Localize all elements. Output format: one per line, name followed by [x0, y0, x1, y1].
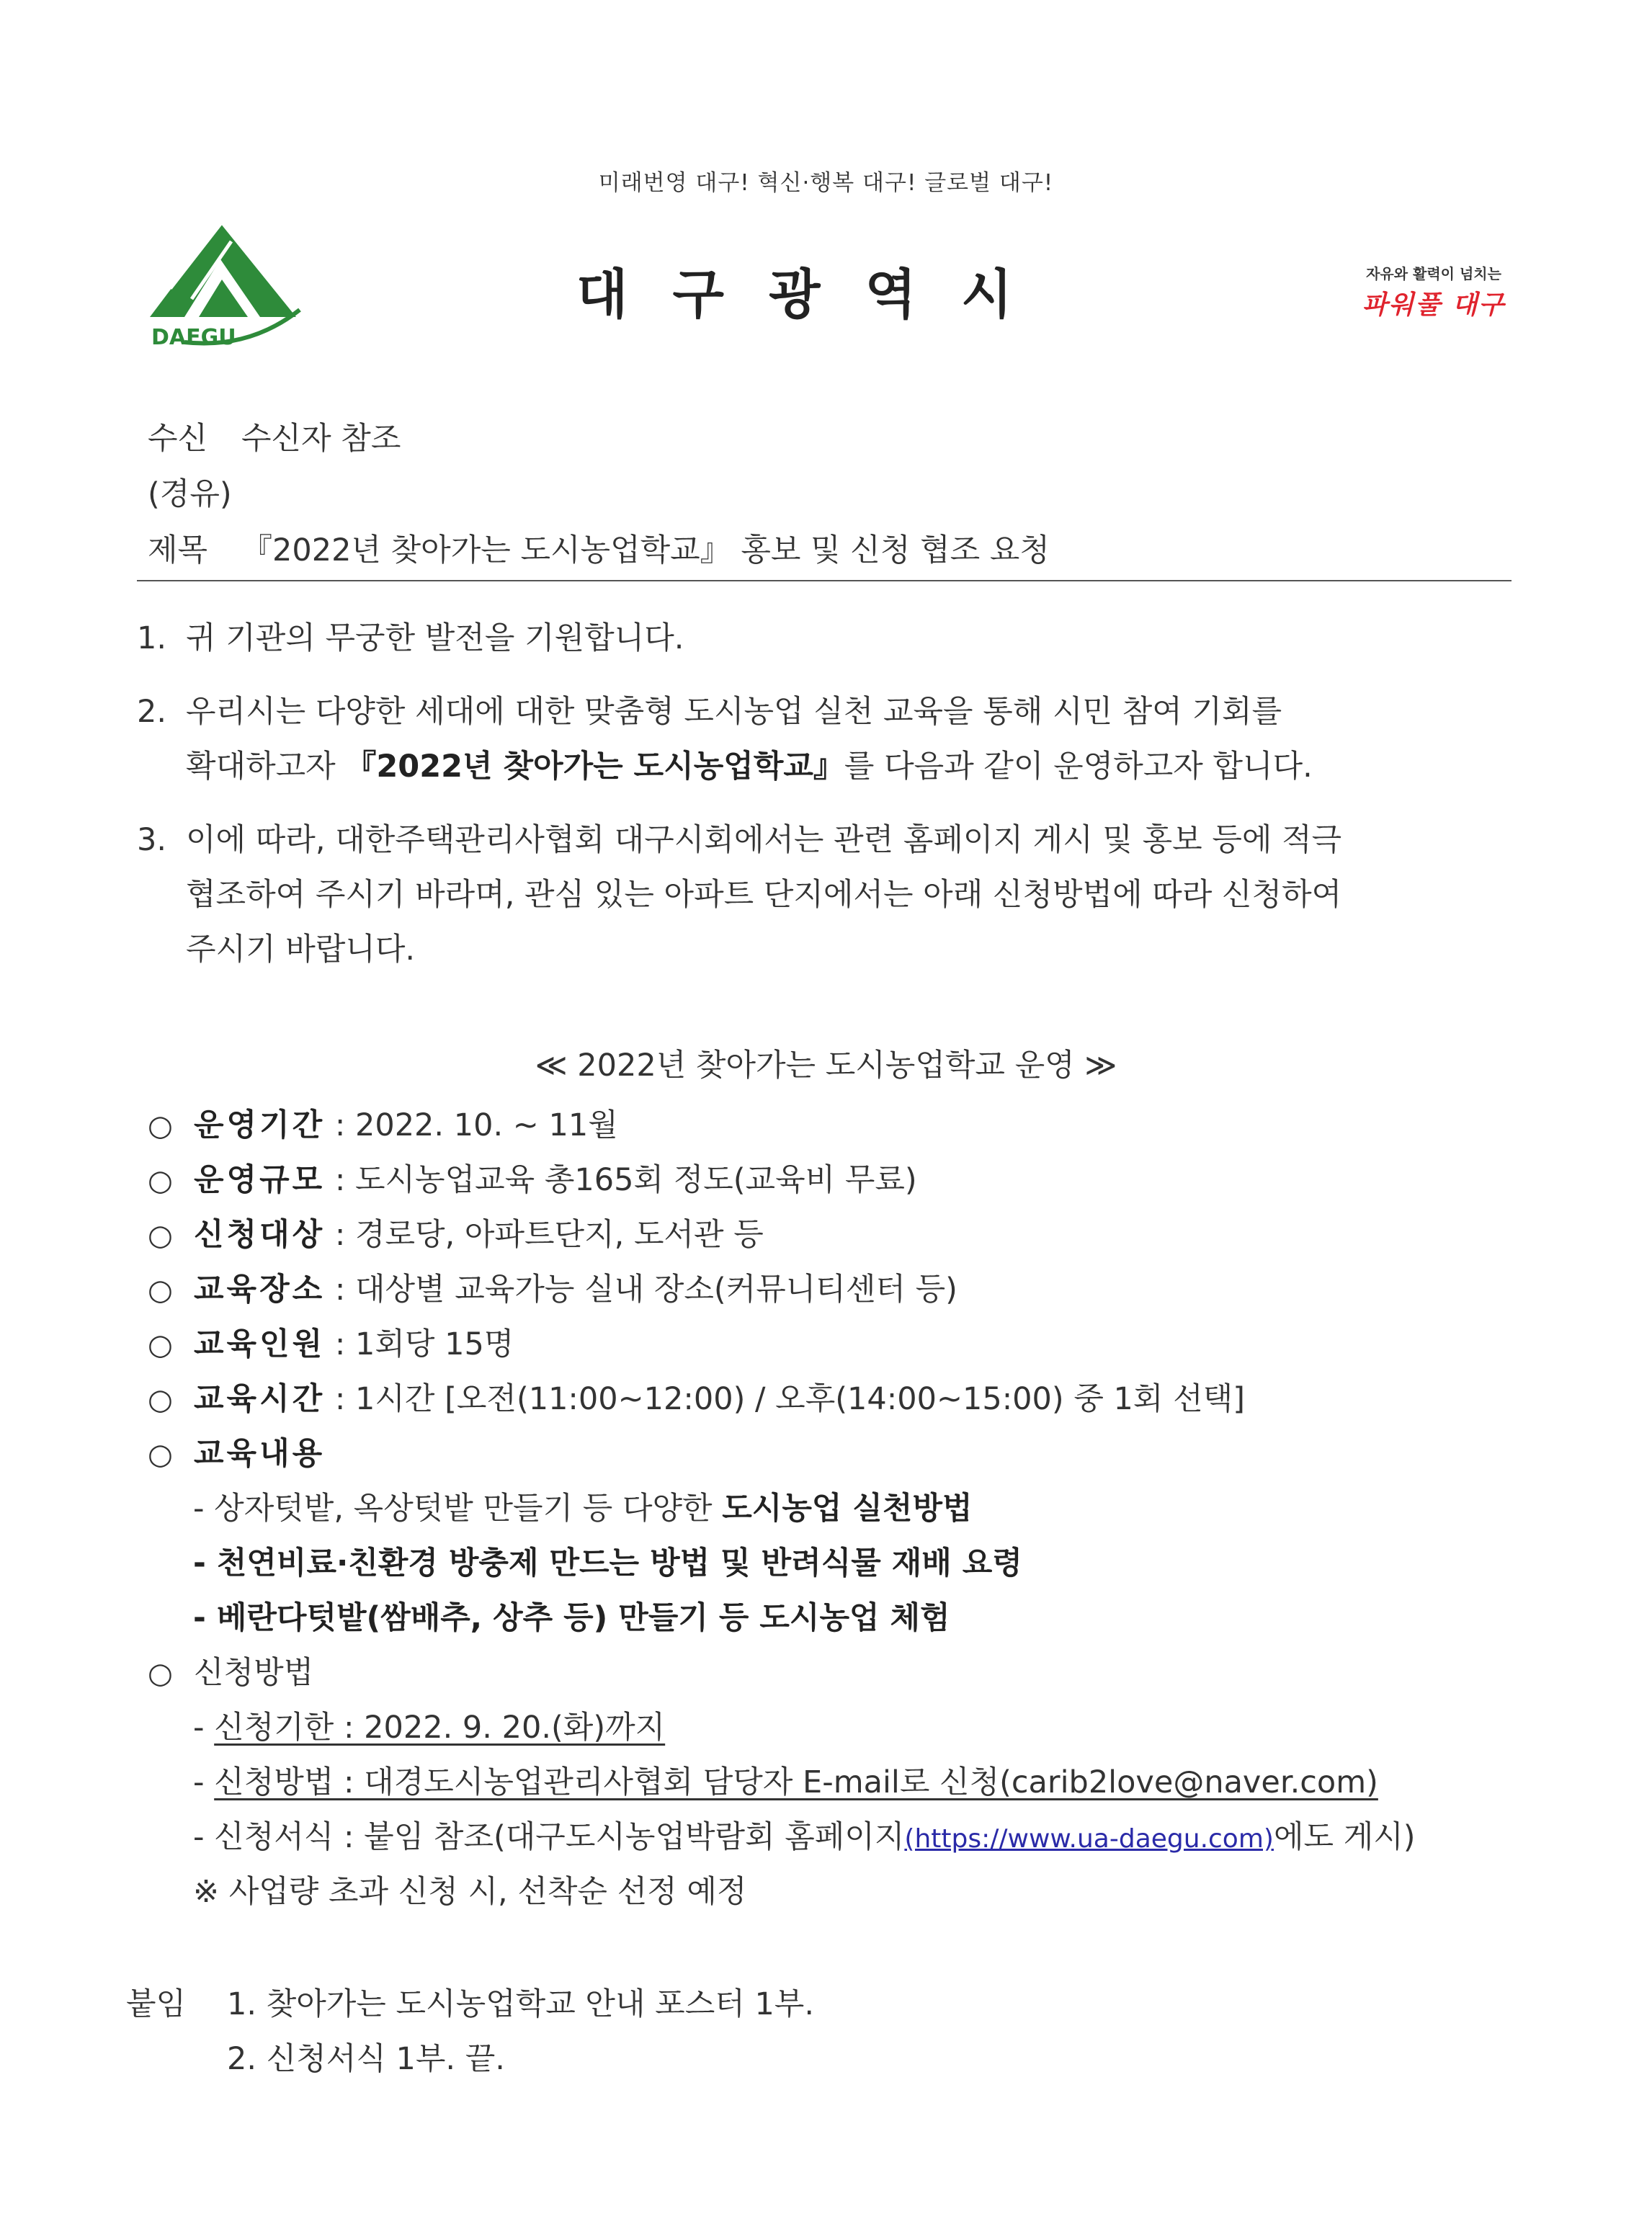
paragraph-text: 이에 따라, 대한주택관리사협회 대구시회에서는 관련 홈페이지 게시 및 홍보 등에 적극	[186, 822, 1342, 858]
attachment-label: 붙임	[126, 1986, 187, 2022]
subject-row	[148, 526, 1050, 570]
item-content: ○ 교육내용	[148, 1436, 326, 1472]
via-row: (경유)	[148, 476, 232, 512]
slogan-big: 파워풀 대구	[1362, 290, 1506, 320]
recipient-row	[148, 414, 401, 458]
item-target: ○ 신청대상 : 경로당, 아파트단지, 도서관 등	[148, 1217, 764, 1253]
recipient-label: 수신	[148, 421, 208, 457]
subject-label: 제목	[148, 532, 208, 568]
paragraph-text: 를 다음과 같이 운영하고자 합니다.	[844, 749, 1313, 785]
paragraph-number: 3.	[137, 822, 167, 858]
paragraph-text: 주시기 바랍니다.	[186, 932, 416, 968]
item-apply: ○ 신청방법	[148, 1655, 314, 1691]
bullet-icon: ○	[148, 1383, 173, 1416]
item-period: ○ 운영기간 : 2022. 10. ~ 11월	[148, 1107, 618, 1143]
bullet-icon: ○	[148, 1329, 173, 1362]
paragraph-text: 협조하여 주시기 바라며, 관심 있는 아파트 단지에서는 아래 신청방법에 따라 신청하여	[186, 877, 1342, 913]
paragraph-number: 2.	[137, 694, 167, 730]
bullet-icon: ○	[148, 1438, 173, 1471]
slogan-logo	[1347, 262, 1520, 321]
logo-text: DAEGU	[151, 325, 236, 350]
header-divider	[137, 580, 1512, 581]
item-scale: ○ 운영규모 : 도시농업교육 총165회 정도(교육비 무료)	[148, 1162, 917, 1198]
content-line-3: - 베란다텃밭(쌈배추, 상추 등) 만들기 등 도시농업 체험	[193, 1600, 950, 1636]
paragraph-text: 우리시는 다양한 세대에 대한 맞춤형 도시농업 실천 교육을 통해 시민 참여 기회를	[186, 694, 1282, 730]
content-line-1: - 상자텃밭, 옥상텃밭 만들기 등 다양한 도시농업 실천방법	[193, 1491, 973, 1527]
attachment-item-1: 1. 찾아가는 도시농업학교 안내 포스터 1부.	[227, 1986, 815, 2022]
paragraph-text: 귀 기관의 무궁한 발전을 기원합니다.	[186, 620, 684, 656]
apply-deadline: - 신청기한 : 2022. 9. 20.(화)까지	[193, 1710, 666, 1746]
subject-value: 『2022년 찾아가는 도시농업학교』 홍보 및 신청 협조 요청	[241, 532, 1050, 568]
item-place: ○ 교육장소 : 대상별 교육가능 실내 장소(커뮤니티센터 등)	[148, 1272, 957, 1308]
program-title: ≪ 2022년 찾아가는 도시농업학교 운영 ≫	[535, 1048, 1117, 1084]
recipient-value: 수신자 참조	[241, 421, 401, 457]
paragraph-1	[137, 611, 684, 666]
slogan-small: 자유와 활력이 넘치는	[1366, 265, 1501, 282]
paragraph-text: 확대하고자	[186, 749, 346, 785]
apply-method: - 신청방법 : 대경도시농업관리사협회 담당자 E-mail로 신청(carib2love@naver.com)	[193, 1764, 1378, 1800]
bullet-icon: ○	[148, 1109, 173, 1143]
bullet-icon: ○	[148, 1164, 173, 1197]
bullet-icon: ○	[148, 1274, 173, 1307]
paragraph-2	[137, 684, 1313, 794]
motto: 미래번영 대구! 혁신·행복 대구! 글로벌 대구!	[598, 170, 1054, 196]
item-headcount: ○ 교육인원 : 1회당 15명	[148, 1326, 514, 1362]
program-name: 『2022년 찾아가는 도시농업학교』	[345, 749, 844, 785]
apply-note: ※ 사업량 초과 신청 시, 선착순 선정 예정	[193, 1874, 747, 1910]
organization-title: 대구광역시	[576, 264, 1058, 326]
content-line-2: - 천연비료·친환경 방충제 만드는 방법 및 반려식물 재배 요령	[193, 1545, 1022, 1581]
homepage-link[interactable]: (https://www.ua-daegu.com)	[904, 1824, 1274, 1854]
attachment-item-2: 2. 신청서식 1부. 끝.	[227, 2041, 505, 2077]
apply-form: - 신청서식 : 붙임 참조(대구도시농업박람회 홈페이지(https://www.ua-daegu.com)에도 게시)	[193, 1819, 1416, 1855]
bullet-icon: ○	[148, 1219, 173, 1252]
paragraph-number: 1.	[137, 620, 167, 656]
daegu-logo	[141, 216, 307, 353]
paragraph-3	[137, 813, 1341, 977]
item-time: ○ 교육시간 : 1시간 [오전(11:00~12:00) / 오후(14:00~15:00) 중 1회 선택]	[148, 1381, 1245, 1417]
bullet-icon: ○	[148, 1657, 173, 1690]
